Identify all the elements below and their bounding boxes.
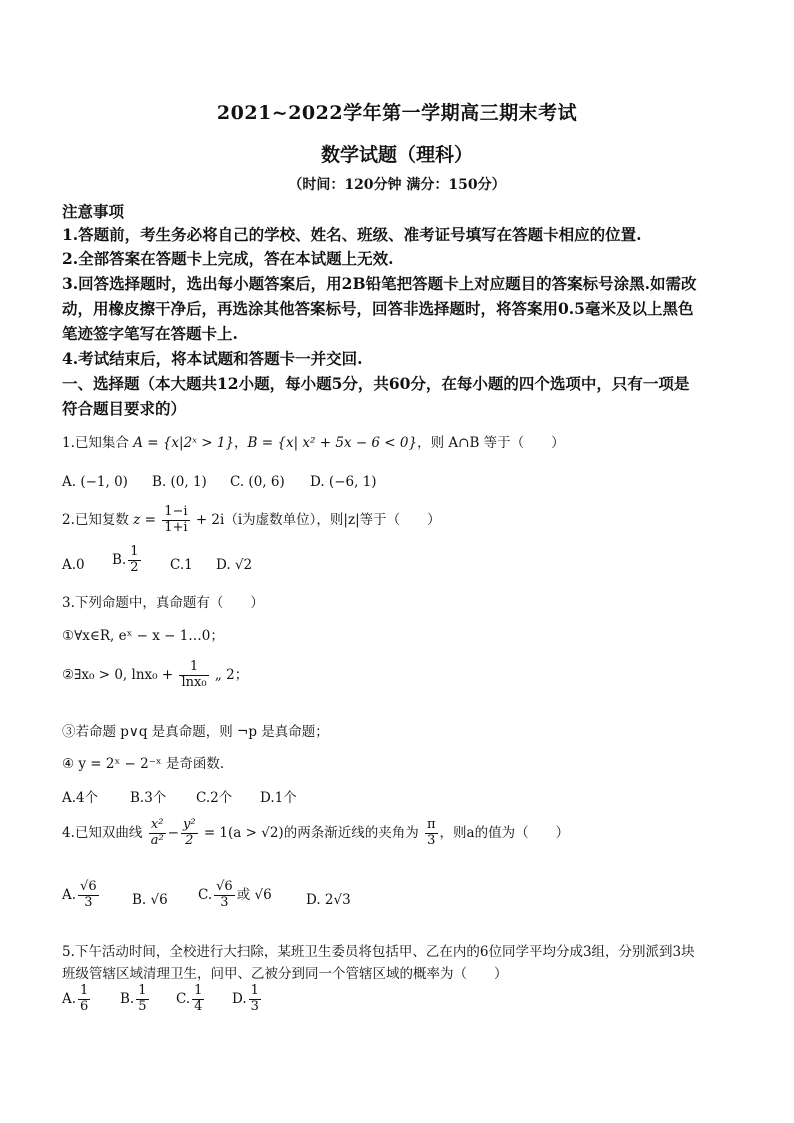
q4-minus: − xyxy=(167,824,179,841)
q2-z: z = xyxy=(133,511,156,528)
q5-optd-den: 3 xyxy=(250,998,259,1014)
q5-optb-fraction xyxy=(136,984,148,1015)
q2-optb-den: 2 xyxy=(130,559,139,575)
q4-prefix: 4.已知双曲线 xyxy=(62,824,143,841)
q4-fx-num: x² xyxy=(149,818,166,834)
q4-mid: 的两条渐近线的夹角为 xyxy=(283,824,419,841)
q5-opta-label: A. xyxy=(62,990,77,1007)
q2-fraction xyxy=(162,505,189,536)
question-5-line2: 班级管辖区域清理卫生，问甲、乙被分到同一个管辖区域的概率为（ ） xyxy=(62,966,508,982)
q4-option-b: B. √6 xyxy=(132,892,168,908)
q3-proposition-4: ④ y = 2ˣ − 2⁻ˣ 是奇函数. xyxy=(62,756,225,772)
q4-optc-label: C. xyxy=(198,886,213,903)
note-3c: 笔迹签字笔写在答题卡上. xyxy=(62,324,238,343)
q5-optb-den: 5 xyxy=(138,998,147,1014)
q1-set-a: A = {x|2ˣ > 1} xyxy=(133,435,235,451)
q2-option-a: A.0 xyxy=(62,557,85,573)
q2-frac-num: 1−i xyxy=(164,504,188,519)
q4-pi-den: 3 xyxy=(427,832,436,848)
q5-opta-num: 1 xyxy=(80,983,89,998)
q1-option-a: A. (−1, 0) xyxy=(62,474,128,490)
q1-prefix: 1.已知集合 xyxy=(62,435,129,451)
notes-heading: 注意事项 xyxy=(62,202,125,221)
q1-option-d: D. (−6, 1) xyxy=(310,474,377,490)
question-4-stem xyxy=(62,818,569,849)
q5-optc-den: 4 xyxy=(194,998,203,1014)
q4-frac-y xyxy=(181,818,198,849)
q1-set-b: B = {x| x² + 5x − 6 < 0} xyxy=(247,435,418,451)
question-5-line1: 5.下午活动时间，全校进行大扫除，某班卫生委员将包括甲、乙在内的6位同学平均分成3组，分别派到3块 xyxy=(62,944,695,960)
q4-pi-num: π xyxy=(427,817,436,832)
q5-optd-num: 1 xyxy=(250,983,259,998)
q3-p2-den: lnx₀ xyxy=(181,674,207,690)
q5-optc-num: 1 xyxy=(194,983,203,998)
note-2: 2.全部答案在答题卡上完成，答在本试题上无效. xyxy=(62,249,394,268)
q1-option-c: C. (0, 6) xyxy=(230,474,285,490)
q4-opta-den: 3 xyxy=(84,894,93,910)
q3-proposition-2 xyxy=(62,660,248,691)
q3-option-b: B.3个 xyxy=(130,790,167,806)
q4-opta-fraction xyxy=(78,880,99,911)
note-3b: 动，用橡皮擦干净后，再选涂其他答案标号，回答非选择题时，将答案用0.5毫米及以上黑色 xyxy=(62,299,694,318)
q5-optb-num: 1 xyxy=(138,983,147,998)
q4-option-c xyxy=(198,880,272,911)
q2-prefix: 2.已知复数 xyxy=(62,511,129,528)
q4-fx-den: a² xyxy=(150,832,164,848)
q2-option-b-label: B. xyxy=(112,551,127,568)
q2-tail: + 2i（i为虚数单位），则|z|等于（ ） xyxy=(195,511,441,528)
q5-option-c xyxy=(176,984,206,1015)
q3-option-d: D.1个 xyxy=(260,790,297,806)
q5-opta-fraction xyxy=(78,984,90,1015)
q4-condition: = 1(a > √2) xyxy=(203,824,284,841)
q3-p2-post: „ 2； xyxy=(214,666,249,683)
q4-optc-den: 3 xyxy=(220,894,229,910)
q5-option-d xyxy=(232,984,263,1015)
q3-option-a: A.4个 xyxy=(62,790,99,806)
q1-suffix: ，则 A∩B 等于（ ） xyxy=(417,435,565,451)
q3-proposition-1: ①∀x∈R, eˣ − x − 1…0； xyxy=(62,628,224,644)
q5-option-a xyxy=(62,984,92,1015)
q3-p2-pre: ②∃x₀ > 0, lnx₀ + xyxy=(62,666,174,683)
q4-fy-den: 2 xyxy=(185,832,194,848)
q5-option-b xyxy=(120,984,151,1015)
q4-option-d: D. 2√3 xyxy=(306,892,351,908)
note-1: 1.答题前，考生务必将自己的学校、姓名、班级、准考证号填写在答题卡相应的位置. xyxy=(62,225,642,244)
q2-option-b xyxy=(112,545,143,576)
q5-optc-label: C. xyxy=(176,990,191,1007)
question-3-stem: 3.下列命题中，真命题有（ ） xyxy=(62,595,264,611)
q2-option-c: C.1 xyxy=(170,557,193,573)
q4-fy-num: y² xyxy=(182,817,196,832)
section-heading-line2: 符合题目要求的） xyxy=(62,399,187,418)
section-heading-line1: 一、选择题（本大题共12小题，每小题5分，共60分，在每小题的四个选项中，只有一项是 xyxy=(62,374,690,393)
q1-option-b: B. (0, 1) xyxy=(152,474,207,490)
q4-opta-num: √6 xyxy=(80,879,97,894)
note-3a: 3.回答选择题时，选出每小题答案后，用2B铅笔把答题卡上对应题目的答案标号涂黑.如需改 xyxy=(62,274,697,293)
exam-time-info: （时间：120分钟 满分：150分） xyxy=(288,177,506,193)
q5-optc-fraction xyxy=(192,984,204,1015)
exam-subtitle: 数学试题（理科） xyxy=(320,144,473,166)
q4-frac-pi xyxy=(425,818,438,849)
q5-optb-label: B. xyxy=(120,990,135,1007)
q4-optc-num: √6 xyxy=(216,879,233,894)
exam-title: 2021~2022学年第一学期高三期末考试 xyxy=(216,102,578,124)
q4-optc-post: 或 √6 xyxy=(236,886,272,903)
q3-p2-num: 1 xyxy=(179,660,208,676)
q5-optd-fraction xyxy=(249,984,261,1015)
question-1-stem: 1.已知集合 A = {x|2ˣ > 1}，B = {x| x² + 5x − 6 < 0}，则 A∩B 等于（ ） xyxy=(62,435,565,451)
q4-opta-label: A. xyxy=(62,886,77,903)
question-2-stem xyxy=(62,505,441,536)
q5-optd-label: D. xyxy=(232,990,247,1007)
q3-proposition-3: ③若命题 p∨q 是真命题，则 ¬p 是真命题； xyxy=(62,724,329,740)
q3-option-c: C.2个 xyxy=(196,790,233,806)
q4-frac-x xyxy=(149,818,166,849)
note-4: 4.考试结束后，将本试题和答题卡一并交回. xyxy=(62,349,363,368)
q2-optb-num: 1 xyxy=(130,544,139,559)
q4-option-a xyxy=(62,880,101,911)
q3-p2-fraction xyxy=(179,660,208,691)
q4-suffix: ，则a的值为（ ） xyxy=(439,824,570,841)
q2-option-b-fraction xyxy=(128,545,140,576)
q2-frac-den: 1+i xyxy=(164,519,188,535)
q4-optc-fraction xyxy=(214,880,235,911)
q2-option-d: D. √2 xyxy=(216,557,253,573)
q5-opta-den: 6 xyxy=(80,998,89,1014)
